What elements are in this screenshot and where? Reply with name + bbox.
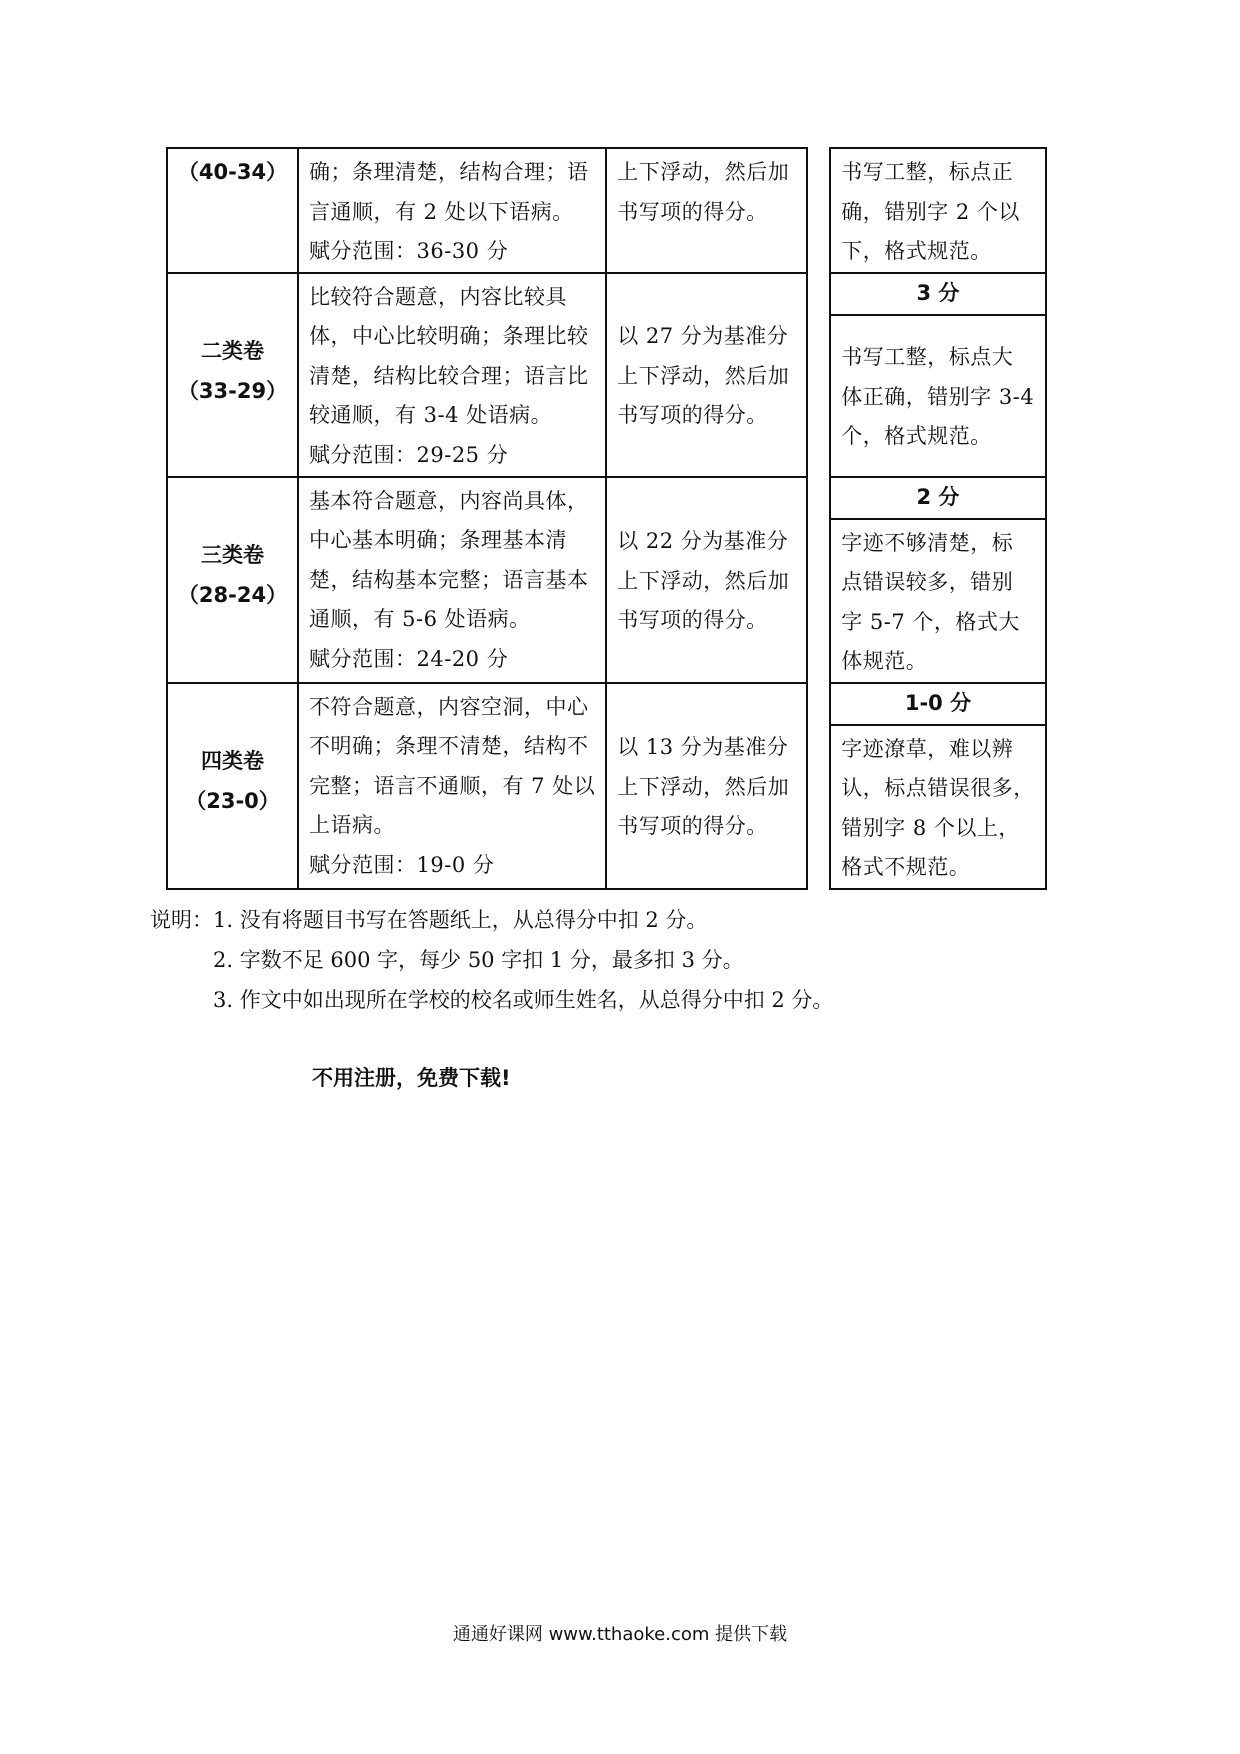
category-range: （40-34） — [177, 160, 288, 184]
method-line: 书写项的得分。 — [617, 403, 768, 428]
criteria-line: 赋分范围：36-30 分 — [309, 239, 509, 263]
criteria-line: 体，中心比较明确；条理比较 — [309, 324, 589, 348]
grading-table — [166, 147, 1047, 890]
method-line: 以 27 分为基准分 — [617, 324, 789, 349]
writing-score-cell: 3 分 — [830, 273, 1046, 315]
writing-line: 书写工整，标点大 — [841, 345, 1014, 370]
criteria-line: 确；条理清楚，结构合理；语 — [309, 160, 589, 184]
scoring-method-cell — [606, 477, 807, 683]
note-item: 3. 作文中如出现所在学校的校名或师生姓名，从总得分中扣 2 分。 — [213, 988, 834, 1012]
writing-line: 认，标点错误很多， — [841, 776, 1035, 800]
promo-text: 不用注册，免费下载! — [312, 1066, 511, 1090]
table-row — [167, 477, 1046, 519]
category-cell — [167, 273, 298, 477]
writing-score-cell: 1-0 分 — [830, 683, 1046, 725]
category-cell — [167, 148, 298, 273]
scoring-method-cell — [606, 683, 807, 889]
table-row — [167, 273, 1046, 315]
criteria-line: 不明确；条理不清楚，结构不 — [309, 734, 589, 758]
table-row — [167, 148, 1046, 273]
scoring-method-cell — [606, 148, 807, 273]
category-name: 二类卷 — [201, 339, 264, 363]
notes-label: 说明： — [150, 908, 213, 932]
criteria-line: 比较符合题意，内容比较具 — [309, 284, 567, 309]
writing-line: 下，格式规范。 — [841, 239, 992, 263]
table-row — [167, 683, 1046, 725]
category-cell — [167, 477, 298, 683]
method-line: 书写项的得分。 — [617, 199, 768, 224]
writing-line: 体正确，错别字 3-4 — [841, 384, 1035, 409]
spacer-cell — [807, 148, 830, 273]
method-line: 上下浮动，然后加 — [617, 774, 790, 799]
category-range: （33-29） — [177, 378, 288, 403]
spacer-cell — [807, 477, 830, 683]
scoring-method-cell — [606, 273, 807, 477]
writing-line: 点错误较多，错别 — [841, 570, 1014, 594]
writing-line: 体规范。 — [841, 649, 928, 673]
criteria-line: 不符合题意，内容空洞，中心 — [309, 694, 589, 719]
criteria-line: 基本符合题意，内容尚具体， — [309, 488, 589, 513]
writing-line: 字迹不够清楚，标 — [841, 530, 1014, 555]
content-criteria-cell — [298, 148, 606, 273]
spacer-cell — [807, 683, 830, 889]
page-footer: 通通好课网 www.tthaoke.com 提供下载 — [452, 1624, 788, 1645]
note-item: 1. 没有将题目书写在答题纸上，从总得分中扣 2 分。 — [213, 908, 708, 932]
content-criteria-cell — [298, 477, 606, 683]
spacer-cell — [807, 273, 830, 477]
method-line: 书写项的得分。 — [617, 814, 768, 839]
writing-score-cell: 2 分 — [830, 477, 1046, 519]
writing-line: 字 5-7 个，格式大 — [841, 609, 1020, 634]
category-name: 三类卷 — [201, 543, 264, 567]
writing-line: 书写工整，标点正 — [841, 160, 1014, 184]
method-line: 以 22 分为基准分 — [617, 529, 789, 554]
method-line: 以 13 分为基准分 — [617, 735, 789, 760]
note-item: 2. 字数不足 600 字，每少 50 字扣 1 分，最多扣 3 分。 — [213, 948, 744, 972]
criteria-line: 言通顺，有 2 处以下语病。 — [309, 199, 574, 224]
category-name: 四类卷 — [201, 749, 264, 773]
writing-line: 确，错别字 2 个以 — [841, 199, 1020, 224]
criteria-line: 较通顺，有 3-4 处语病。 — [309, 403, 553, 427]
writing-criteria-cell — [830, 148, 1046, 273]
method-line: 上下浮动，然后加 — [617, 363, 790, 388]
criteria-line: 上语病。 — [309, 813, 395, 837]
writing-line: 格式不规范。 — [841, 855, 971, 879]
writing-line: 错别字 8 个以上， — [841, 815, 1020, 840]
writing-line: 字迹潦草，难以辨 — [841, 736, 1014, 761]
criteria-line: 清楚，结构比较合理；语言比 — [309, 363, 589, 388]
method-line: 上下浮动，然后加 — [617, 568, 790, 593]
category-range: （23-0） — [185, 788, 280, 813]
criteria-line: 楚，结构基本完整；语言基本 — [309, 567, 589, 592]
criteria-line: 完整；语言不通顺，有 7 处以 — [309, 773, 596, 798]
criteria-line: 赋分范围：19-0 分 — [309, 852, 495, 877]
criteria-line: 中心基本明确；条理基本清 — [309, 528, 567, 552]
category-cell — [167, 683, 298, 889]
method-line: 上下浮动，然后加 — [617, 160, 790, 184]
criteria-line: 赋分范围：24-20 分 — [309, 646, 509, 671]
content-criteria-cell — [298, 683, 606, 889]
criteria-line: 赋分范围：29-25 分 — [309, 442, 509, 467]
writing-criteria-cell — [830, 315, 1046, 477]
category-range: （28-24） — [177, 582, 288, 607]
criteria-line: 通顺，有 5-6 处语病。 — [309, 607, 531, 631]
writing-criteria-cell — [830, 519, 1046, 683]
content-criteria-cell — [298, 273, 606, 477]
writing-criteria-cell — [830, 725, 1046, 889]
writing-line: 个，格式规范。 — [841, 424, 992, 449]
method-line: 书写项的得分。 — [617, 608, 768, 633]
